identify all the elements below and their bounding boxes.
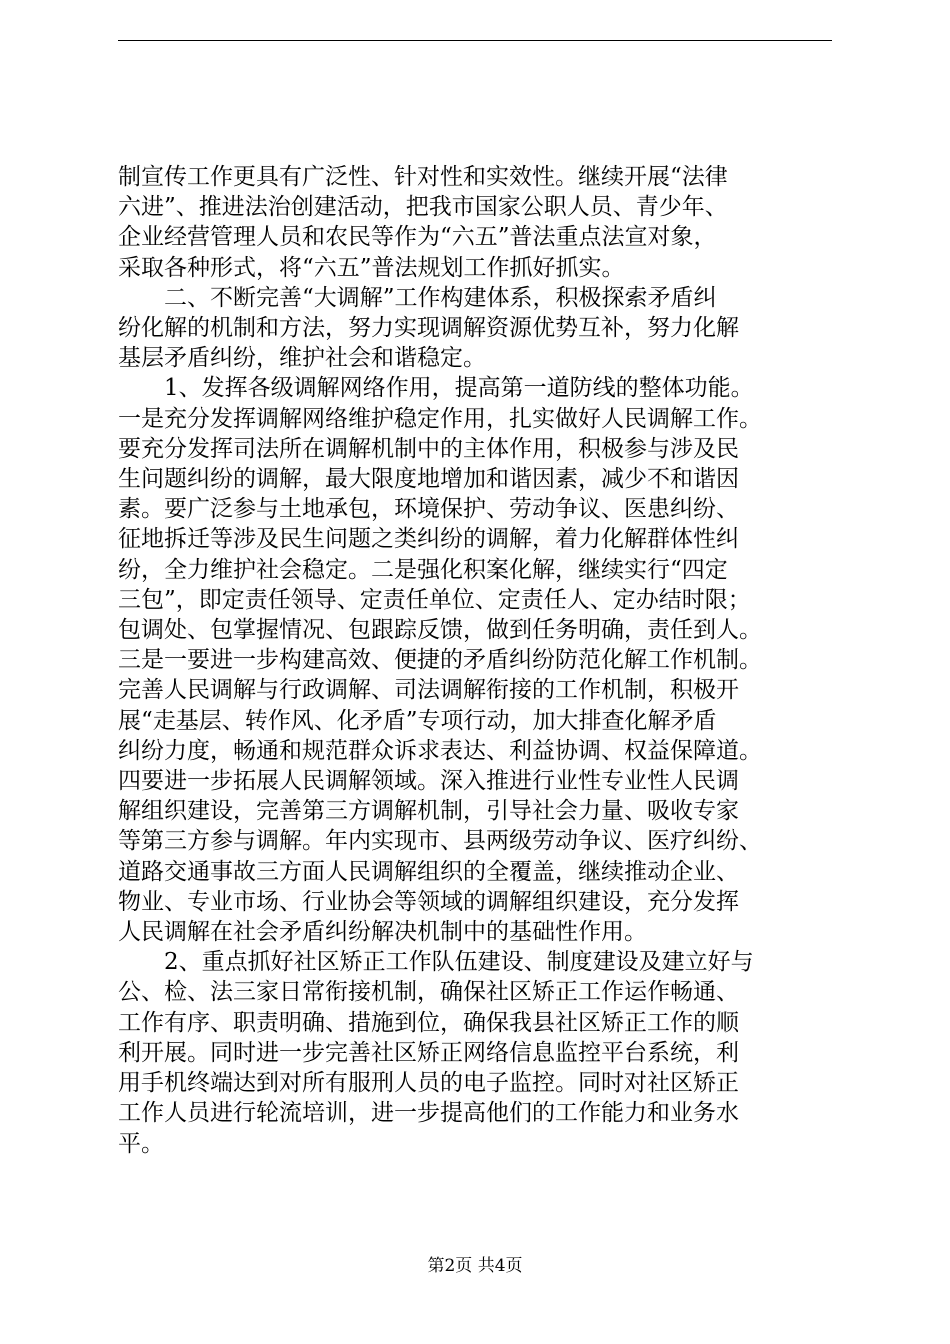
text-line: 公、检、法三家日常衔接机制，确保社区矫正工作运作畅通、 <box>118 979 739 1006</box>
text-line: 征地拆迁等涉及民生问题之类纠纷的调解，着力化解群体性纠 <box>118 526 739 553</box>
text-line: 六进”、推进法治创建活动，把我市国家公职人员、青少年、 <box>118 194 728 221</box>
text-line: 三是一要进一步构建高效、便捷的矛盾纠纷防范化解工作机制。 <box>118 647 762 674</box>
text-line: 1、发挥各级调解网络作用，提高第一道防线的整体功能。 <box>118 375 754 402</box>
text-line: 用手机终端达到对所有服刑人员的电子监控。同时对社区矫正 <box>118 1070 739 1097</box>
text-line: 要充分发挥司法所在调解机制中的主体作用，积极参与涉及民 <box>118 435 739 462</box>
paragraph-2 <box>118 283 832 374</box>
text-line: 工作有序、职责明确、措施到位，确保我县社区矫正工作的顺 <box>118 1009 739 1036</box>
text-line: 生问题纠纷的调解，最大限度地增加和谐因素，减少不和谐因 <box>118 466 739 493</box>
paragraph-4 <box>118 947 832 1158</box>
text-line: 纷化解的机制和方法，努力实现调解资源优势互补，努力化解 <box>118 315 739 342</box>
text-line: 物业、专业市场、行业协会等领域的调解组织建设，充分发挥 <box>118 888 739 915</box>
document-body <box>118 162 832 1159</box>
text-line: 四要进一步拓展人民调解领域。深入推进行业性专业性人民调 <box>118 768 739 795</box>
text-line: 人民调解在社会矛盾纠纷解决机制中的基础性作用。 <box>118 919 647 946</box>
text-line: 制宣传工作更具有广泛性、针对性和实效性。继续开展“法律 <box>118 164 728 190</box>
header-rule <box>118 40 832 41</box>
text-line: 三包”，即定责任领导、定责任单位、定责任人、定办结时限； <box>118 586 751 613</box>
text-line: 完善人民调解与行政调解、司法调解衔接的工作机制，积极开 <box>118 677 739 704</box>
text-line: 道路交通事故三方面人民调解组织的全覆盖，继续推动企业、 <box>118 858 739 885</box>
paragraph-3 <box>118 373 832 947</box>
page-number: 第2页 共4页 <box>427 1256 523 1276</box>
text-line: 素。要广泛参与土地承包，环境保护、劳动争议、医患纠纷、 <box>118 496 739 523</box>
text-line: 包调处、包掌握情况、包跟踪反馈，做到任务明确，责任到人。 <box>118 617 762 644</box>
text-line: 二、不断完善“大调解”工作构建体系，积极探索矛盾纠 <box>118 284 717 311</box>
text-line: 一是充分发挥调解网络维护稳定作用，扎实做好人民调解工作。 <box>118 405 762 432</box>
paragraph-1 <box>118 162 832 283</box>
text-line: 展“走基层、转作风、化矛盾”专项行动，加大排查化解矛盾 <box>118 707 717 734</box>
text-line: 基层矛盾纠纷，维护社会和谐稳定。 <box>118 345 486 372</box>
text-line: 等第三方参与调解。年内实现市、县两级劳动争议、医疗纠纷、 <box>118 828 762 855</box>
text-line: 纷，全力维护社会稳定。二是强化积案化解，继续实行“四定 <box>118 556 728 583</box>
text-line: 企业经营管理人员和农民等作为“六五”普法重点法宣对象， <box>118 224 717 251</box>
text-line: 利开展。同时进一步完善社区矫正网络信息监控平台系统，利 <box>118 1039 739 1066</box>
text-line: 纠纷力度，畅通和规范群众诉求表达、利益协调、权益保障道。 <box>118 737 762 764</box>
text-line: 解组织建设，完善第三方调解机制，引导社会力量、吸收专家 <box>118 798 739 825</box>
text-line: 平。 <box>118 1130 164 1157</box>
text-line: 采取各种形式，将“六五”普法规划工作抓好抓实。 <box>118 254 625 281</box>
text-line: 工作人员进行轮流培训，进一步提高他们的工作能力和业务水 <box>118 1100 739 1127</box>
text-line: 2、重点抓好社区矫正工作队伍建设、制度建设及建立好与 <box>118 949 754 976</box>
